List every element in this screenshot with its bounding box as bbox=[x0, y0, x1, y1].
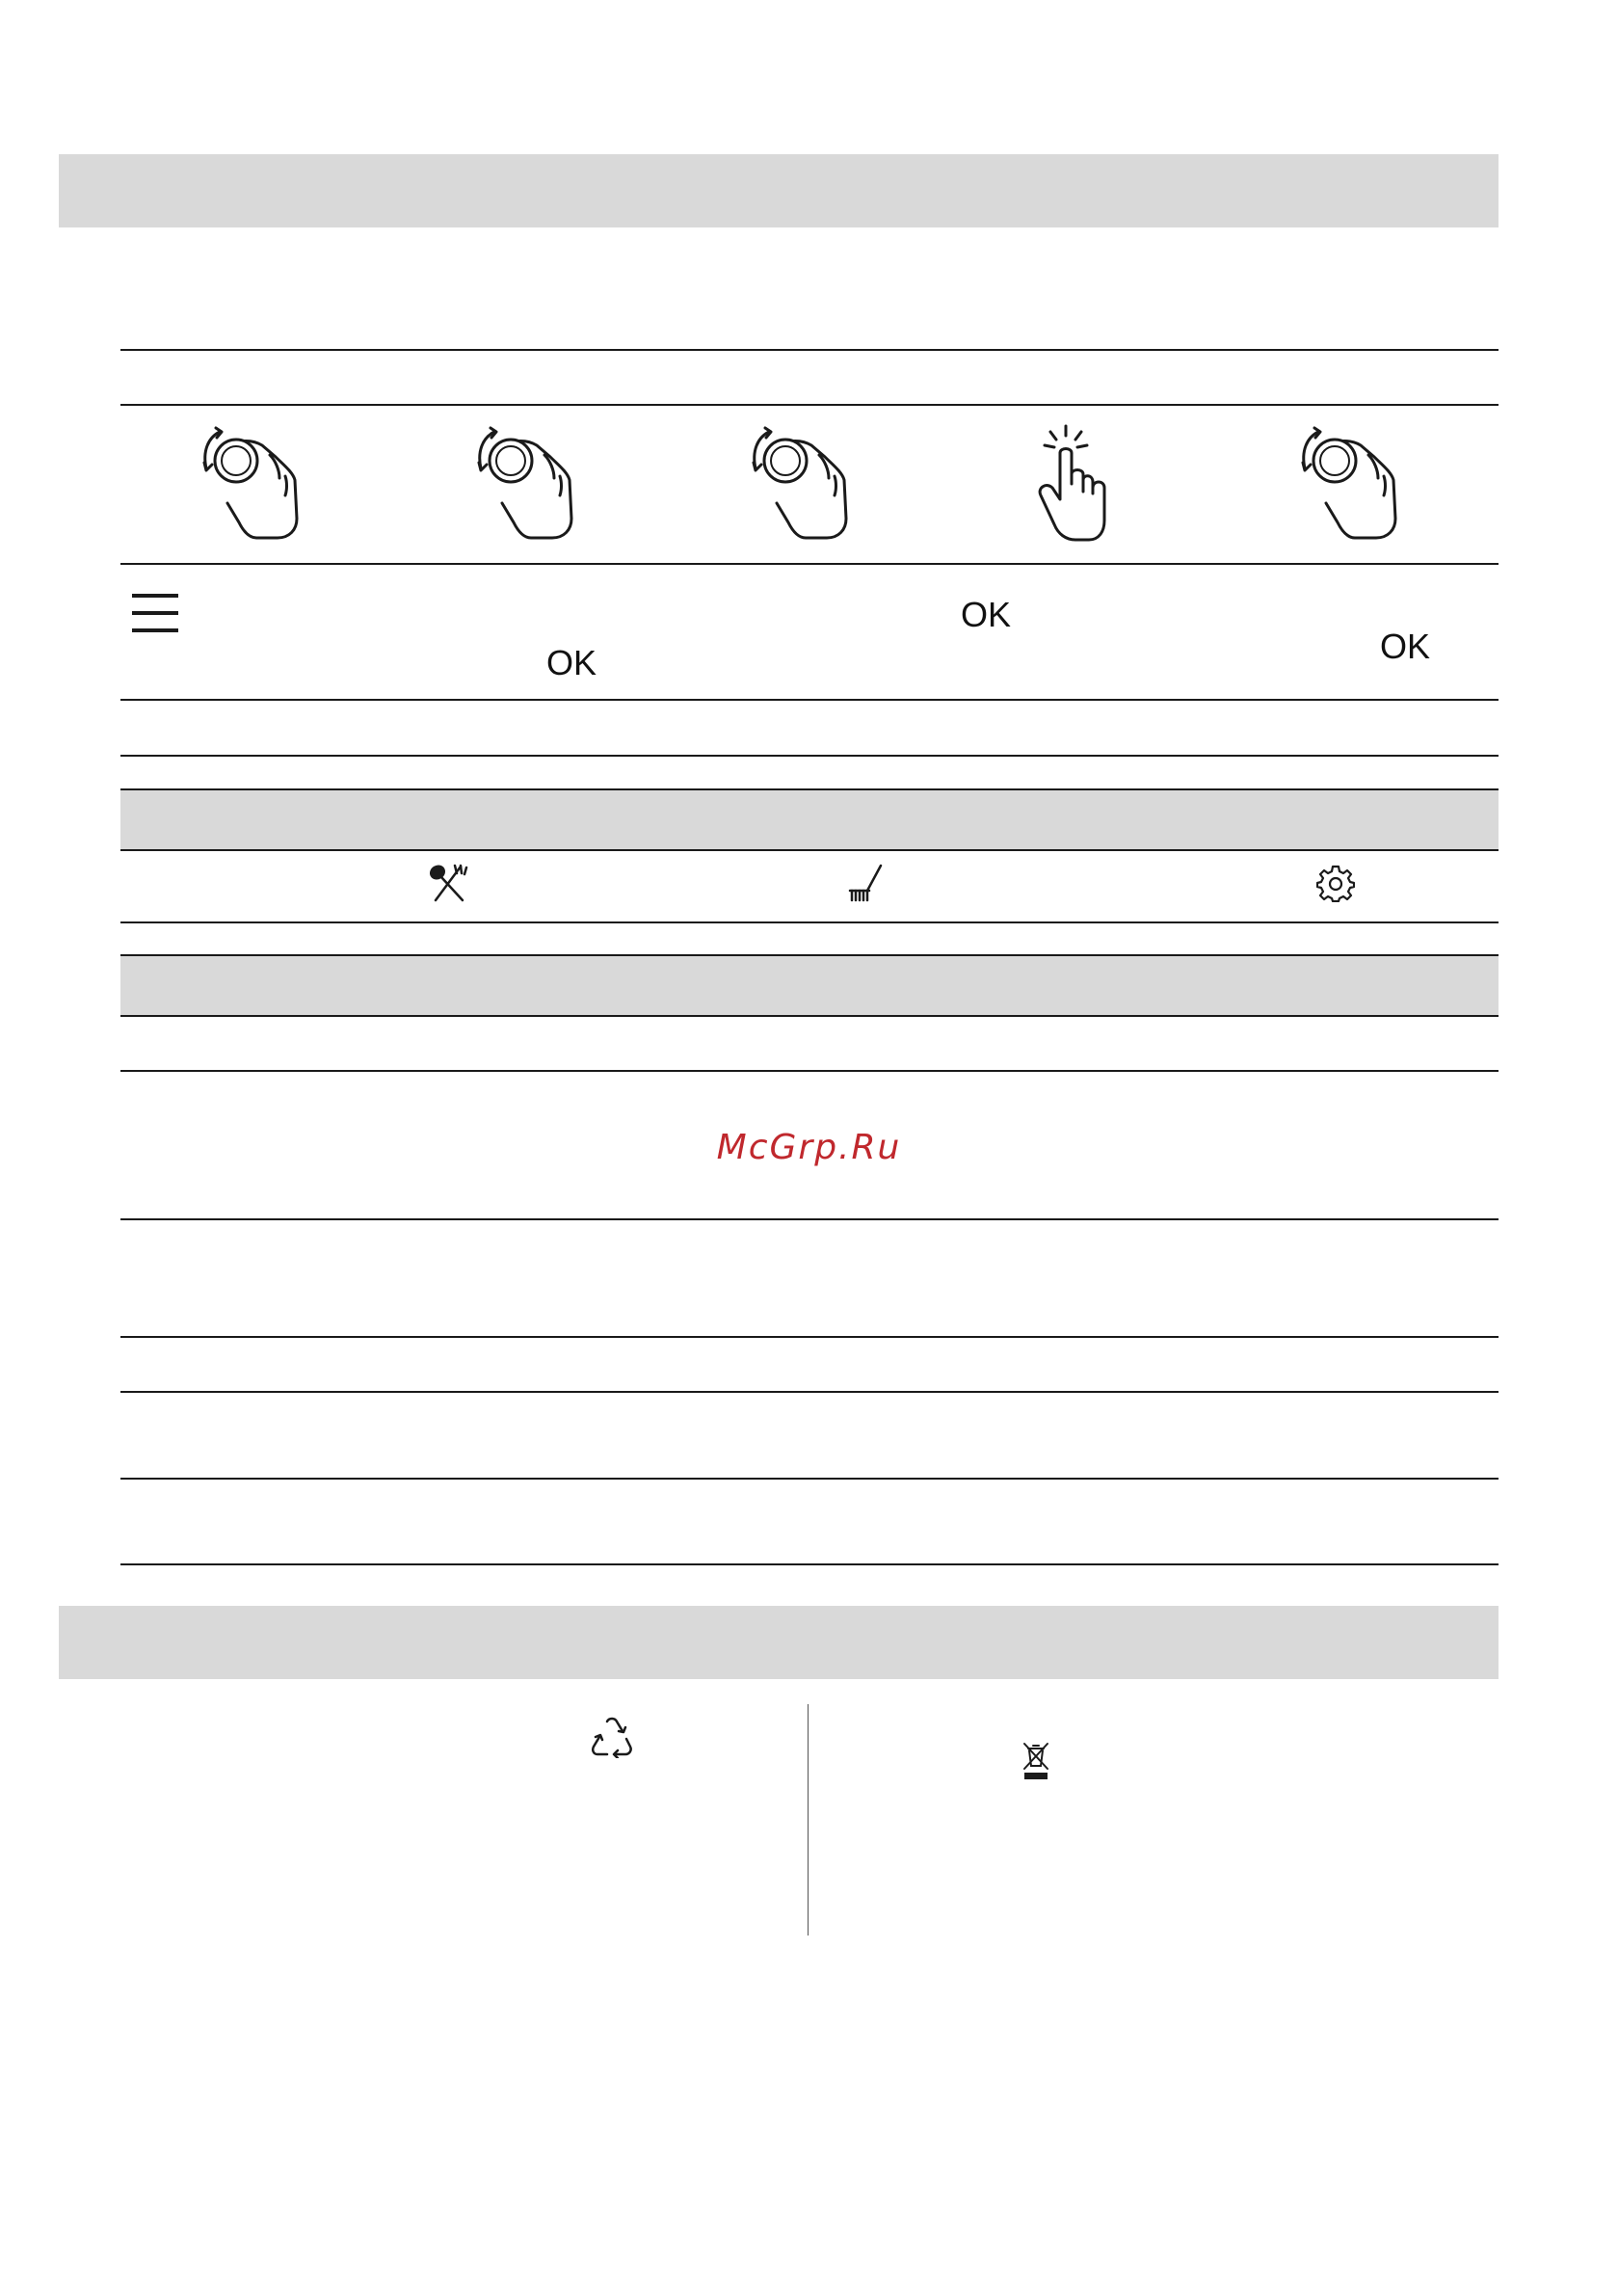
cooking-utensils-icon bbox=[428, 864, 468, 902]
table-rule bbox=[120, 1478, 1499, 1480]
table-rule bbox=[120, 1218, 1499, 1220]
ok-label: OK bbox=[546, 643, 597, 682]
menu-icon bbox=[132, 592, 178, 634]
table-rule bbox=[120, 349, 1499, 351]
section-header-band bbox=[59, 154, 1499, 227]
cleaning-brush-icon bbox=[846, 864, 887, 902]
table-rule bbox=[120, 1070, 1499, 1072]
table-rule bbox=[120, 1391, 1499, 1393]
table-rule bbox=[120, 1336, 1499, 1338]
table-rule bbox=[120, 755, 1499, 757]
table-header-row bbox=[120, 788, 1499, 851]
crossed-out-bin-icon bbox=[1021, 1741, 1050, 1781]
table-rule bbox=[120, 404, 1499, 406]
ok-label: OK bbox=[961, 595, 1012, 634]
table-header-row bbox=[120, 954, 1499, 1017]
rotate-knob-hand-icon bbox=[193, 422, 304, 543]
table-rule bbox=[120, 1563, 1499, 1565]
section-header-band bbox=[59, 1606, 1499, 1679]
ok-label: OK bbox=[1380, 627, 1431, 666]
table-rule bbox=[120, 921, 1499, 923]
column-divider bbox=[808, 1704, 809, 1936]
press-knob-hand-icon bbox=[1029, 424, 1111, 545]
rotate-knob-hand-icon bbox=[467, 422, 578, 543]
rotate-knob-hand-icon bbox=[1291, 422, 1402, 543]
watermark: McGrp.Ru bbox=[716, 1128, 902, 1167]
table-rule bbox=[120, 699, 1499, 701]
recycling-icon bbox=[590, 1716, 634, 1758]
settings-gear-icon bbox=[1316, 864, 1355, 902]
rotate-knob-hand-icon bbox=[742, 422, 853, 543]
table-rule bbox=[120, 563, 1499, 565]
